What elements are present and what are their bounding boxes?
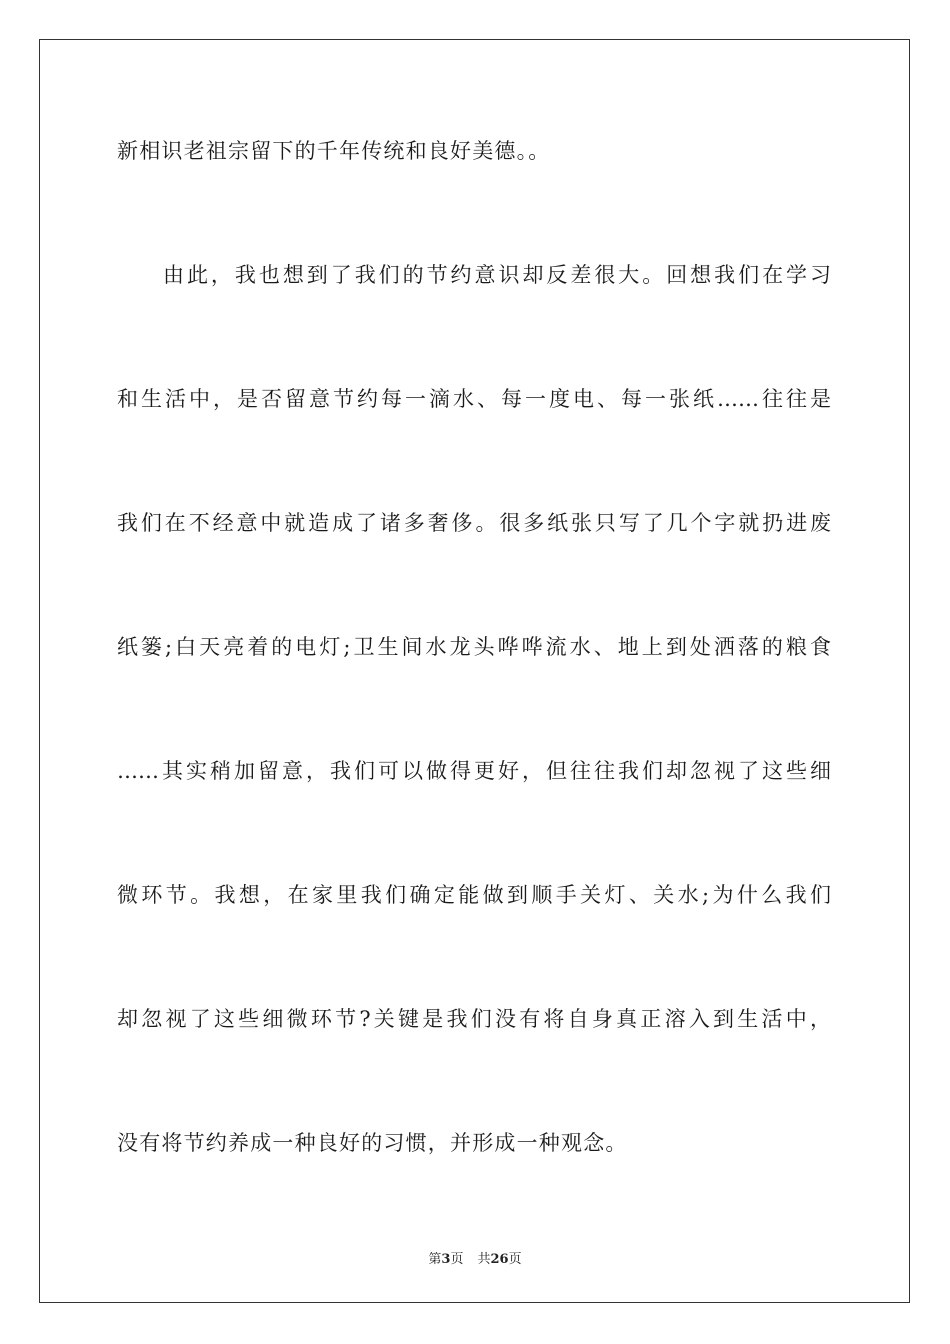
page-footer [0, 1248, 950, 1267]
paragraph-line: 新相识老祖宗留下的千年传统和良好美德。。 [117, 139, 551, 163]
paragraph-line: 和生活中，是否留意节约每一滴水、每一度电、每一张纸……往往是 [117, 387, 831, 411]
paragraph-line: ……其实稍加留意，我们可以做得更好，但往往我们却忽视了这些细 [117, 759, 831, 783]
page-suffix: 页 [450, 1252, 464, 1267]
paragraph-line: 由此，我也想到了我们的节约意识却反差很大。回想我们在学习 [163, 263, 831, 287]
paragraph-line: 我们在不经意中就造成了诸多奢侈。很多纸张只写了几个字就扔进废 [117, 511, 831, 535]
total-prefix: 共 [477, 1252, 491, 1267]
page-number: 3 [441, 1252, 451, 1267]
paragraph-line: 没有将节约养成一种良好的习惯，并形成一种观念。 [117, 1131, 628, 1155]
total-pages: 26 [490, 1252, 509, 1267]
page-prefix: 第 [428, 1252, 442, 1267]
total-suffix: 页 [508, 1252, 522, 1267]
paragraph-line: 微环节。我想，在家里我们确定能做到顺手关灯、关水;为什么我们 [117, 883, 831, 907]
paragraph-line: 纸篓;白天亮着的电灯;卫生间水龙头哗哗流水、地上到处洒落的粮食 [117, 635, 831, 659]
paragraph-line: 却忽视了这些细微环节?关键是我们没有将自身真正溶入到生活中， [117, 1007, 831, 1031]
page-frame [39, 39, 910, 1303]
